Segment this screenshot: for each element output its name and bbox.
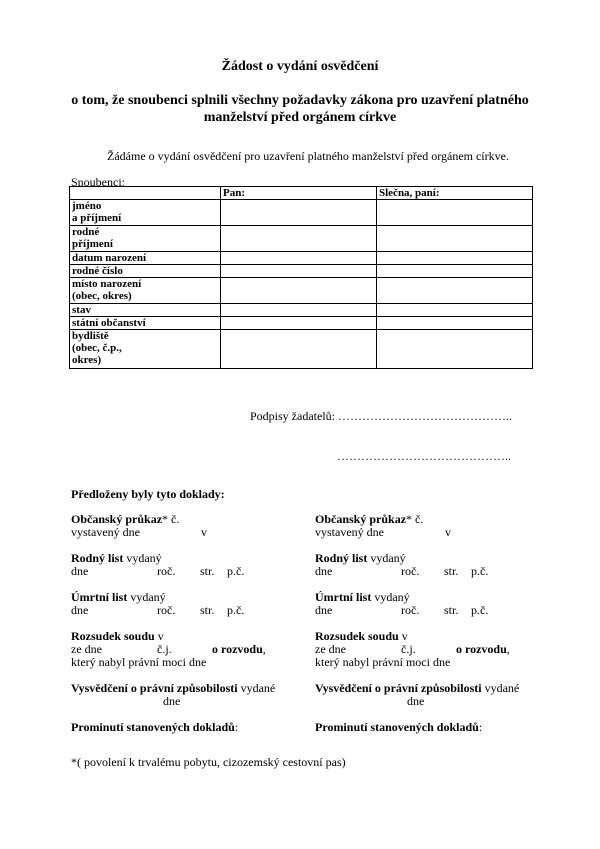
- rs-comma-bride: ,: [506, 642, 510, 656]
- ul-roc-bride: roč.: [401, 603, 420, 617]
- cell-slecna[interactable]: [377, 304, 533, 317]
- row-label: [70, 252, 221, 265]
- cell-slecna[interactable]: [377, 200, 533, 226]
- doc-line: [315, 591, 555, 604]
- table-header-empty: [70, 187, 221, 200]
- table-row: [70, 278, 533, 304]
- row-label-line: místo narození: [72, 278, 142, 290]
- rs-pravni-moc-bride: který nabyl právní moci dne: [315, 655, 451, 669]
- op-v-groom: v: [201, 525, 207, 539]
- vpz-title-groom: Vysvědčení o právní způsobilosti: [71, 681, 238, 695]
- form-title: Žádost o vydání osvědčení: [221, 59, 379, 74]
- ul-dne-bride: dne: [315, 603, 333, 617]
- doc-line: [315, 526, 555, 539]
- table-header-row: [70, 187, 533, 200]
- op-issued-bride: vystavený dne: [315, 525, 384, 539]
- vpz-title-bride: Vysvědčení o právní způsobilosti: [315, 681, 482, 695]
- ul-suffix-groom: vydaný: [127, 590, 166, 604]
- op-v-bride: v: [445, 525, 451, 539]
- doc-line: [71, 526, 311, 539]
- documents-column-bride: [315, 513, 555, 734]
- cell-slecna[interactable]: [377, 317, 533, 330]
- row-label-line: státní občanství: [72, 317, 146, 329]
- cell-slecna[interactable]: [377, 226, 533, 252]
- ul-str-groom: str.: [200, 603, 215, 617]
- rs-suffix-groom: v: [154, 629, 164, 643]
- op-suffix-groom: * č.: [162, 512, 180, 526]
- rs-cj-groom: č.j.: [157, 642, 172, 656]
- table-header-pan: Pan:: [221, 187, 377, 200]
- signatures-second-line: ……………………………………..: [337, 449, 511, 463]
- ul-title-groom: Úmrtní list: [71, 590, 128, 604]
- doc-line: [71, 656, 311, 669]
- doc-line: [315, 682, 555, 695]
- rs-ze-dne-groom: ze dne: [71, 642, 102, 656]
- op-title-groom: Občanský průkaz: [71, 512, 163, 526]
- rl-dne-bride: dne: [315, 564, 333, 578]
- rl-pc-groom: p.č.: [227, 564, 245, 578]
- pd-suffix-groom: :: [234, 720, 239, 734]
- cell-pan[interactable]: [221, 252, 377, 265]
- cell-slecna[interactable]: [377, 265, 533, 278]
- table-header-slecna: Slečna, paní:: [377, 187, 533, 200]
- rs-rozvod-bride: o rozvodu: [456, 642, 507, 656]
- subtitle-line-2: manželství před orgánem církve: [203, 110, 397, 125]
- table-row: [70, 317, 533, 330]
- ul-dne-groom: dne: [71, 603, 89, 617]
- ul-str-bride: str.: [444, 603, 459, 617]
- row-label: [70, 226, 221, 252]
- doc-line: [71, 552, 311, 565]
- subtitle-line-1: o tom, že snoubenci splnili všechny požadavky zákona pro uzavření platného: [71, 93, 529, 108]
- doc-line: [71, 630, 311, 643]
- intro-text: Žádáme o vydání osvědčení pro uzavření platného manželství před orgánem církve.: [107, 149, 509, 163]
- op-suffix-bride: * č.: [406, 512, 424, 526]
- ul-pc-groom: p.č.: [227, 603, 245, 617]
- applicants-table: [69, 186, 533, 369]
- row-label: [70, 330, 221, 369]
- row-label-line: rodné číslo: [72, 265, 123, 277]
- doc-line: [315, 630, 555, 643]
- rs-pravni-moc-groom: který nabyl právní moci dne: [71, 655, 207, 669]
- row-label-line: stav: [72, 304, 91, 316]
- cell-pan[interactable]: [221, 330, 377, 369]
- ul-roc-groom: roč.: [157, 603, 176, 617]
- row-label-line: okres): [72, 354, 102, 366]
- table-row: [70, 226, 533, 252]
- documents-column-groom: [71, 513, 311, 734]
- doc-line: [71, 682, 311, 695]
- rl-pc-bride: p.č.: [471, 564, 489, 578]
- cell-pan[interactable]: [221, 200, 377, 226]
- cell-pan[interactable]: [221, 278, 377, 304]
- row-label-line: bydliště: [72, 330, 109, 342]
- doc-line: [315, 565, 555, 578]
- table-row: [70, 252, 533, 265]
- row-label-line: jméno: [72, 200, 102, 212]
- rs-title-groom: Rozsudek soudu: [71, 629, 155, 643]
- row-label-line: příjmení: [72, 238, 113, 250]
- rl-dne-groom: dne: [71, 564, 89, 578]
- ul-suffix-bride: vydaný: [371, 590, 410, 604]
- doc-line: [71, 604, 311, 617]
- rs-title-bride: Rozsudek soudu: [315, 629, 399, 643]
- row-label: [70, 317, 221, 330]
- documents-title: Předloženy byly tyto doklady:: [71, 487, 225, 501]
- doc-line: [71, 565, 311, 578]
- doc-line: [315, 604, 555, 617]
- row-label-line: (obec, okres): [72, 290, 132, 302]
- doc-line: [71, 591, 311, 604]
- table-row: [70, 265, 533, 278]
- cell-pan[interactable]: [221, 226, 377, 252]
- row-label-line: a příjmení: [72, 212, 122, 224]
- doc-line: [315, 721, 555, 734]
- pd-title-groom: Prominutí stanovených dokladů: [71, 720, 235, 734]
- rl-roc-groom: roč.: [157, 564, 176, 578]
- rs-rozvod-groom: o rozvodu: [212, 642, 263, 656]
- row-label: [70, 265, 221, 278]
- table-row: [70, 304, 533, 317]
- doc-line: [315, 695, 555, 708]
- footnote: *( povolení k trvalému pobytu, cizozemský cestovní pas): [71, 755, 346, 769]
- table-row: [70, 200, 533, 226]
- row-label-line: (obec, č.p.,: [72, 342, 122, 354]
- vpz-dne-bride: dne: [407, 694, 425, 708]
- cell-pan[interactable]: [221, 304, 377, 317]
- rl-title-groom: Rodný list: [71, 551, 124, 565]
- row-label: [70, 200, 221, 226]
- op-title-bride: Občanský průkaz: [315, 512, 407, 526]
- doc-line: [71, 721, 311, 734]
- cell-slecna[interactable]: [377, 278, 533, 304]
- doc-line: [71, 695, 311, 708]
- rl-title-bride: Rodný list: [315, 551, 368, 565]
- op-issued-groom: vystavený dne: [71, 525, 140, 539]
- row-label: [70, 278, 221, 304]
- rl-roc-bride: roč.: [401, 564, 420, 578]
- doc-line: [315, 656, 555, 669]
- rl-suffix-groom: vydaný: [123, 551, 162, 565]
- rl-suffix-bride: vydaný: [367, 551, 406, 565]
- signatures-line: Podpisy žadatelů: ……………………………………..: [250, 409, 512, 423]
- row-label-line: rodné: [72, 226, 100, 238]
- rl-str-groom: str.: [200, 564, 215, 578]
- row-label-line: datum narození: [72, 252, 147, 264]
- ul-pc-bride: p.č.: [471, 603, 489, 617]
- vpz-suffix-groom: vydané: [237, 681, 276, 695]
- ul-title-bride: Úmrtní list: [315, 590, 372, 604]
- pd-title-bride: Prominutí stanovených dokladů: [315, 720, 479, 734]
- rs-cj-bride: č.j.: [401, 642, 416, 656]
- vpz-suffix-bride: vydané: [481, 681, 520, 695]
- cell-slecna[interactable]: [377, 330, 533, 369]
- cell-slecna[interactable]: [377, 252, 533, 265]
- pd-suffix-bride: :: [478, 720, 483, 734]
- row-label: [70, 304, 221, 317]
- rl-str-bride: str.: [444, 564, 459, 578]
- table-row: [70, 330, 533, 369]
- cell-pan[interactable]: [221, 265, 377, 278]
- rs-comma-groom: ,: [262, 642, 266, 656]
- rs-ze-dne-bride: ze dne: [315, 642, 346, 656]
- vpz-dne-groom: dne: [163, 694, 181, 708]
- doc-line: [315, 552, 555, 565]
- cell-pan[interactable]: [221, 317, 377, 330]
- form-subtitle: [0, 92, 600, 126]
- rs-suffix-bride: v: [398, 629, 408, 643]
- snoubenci-label: Snoubenci:: [71, 175, 125, 189]
